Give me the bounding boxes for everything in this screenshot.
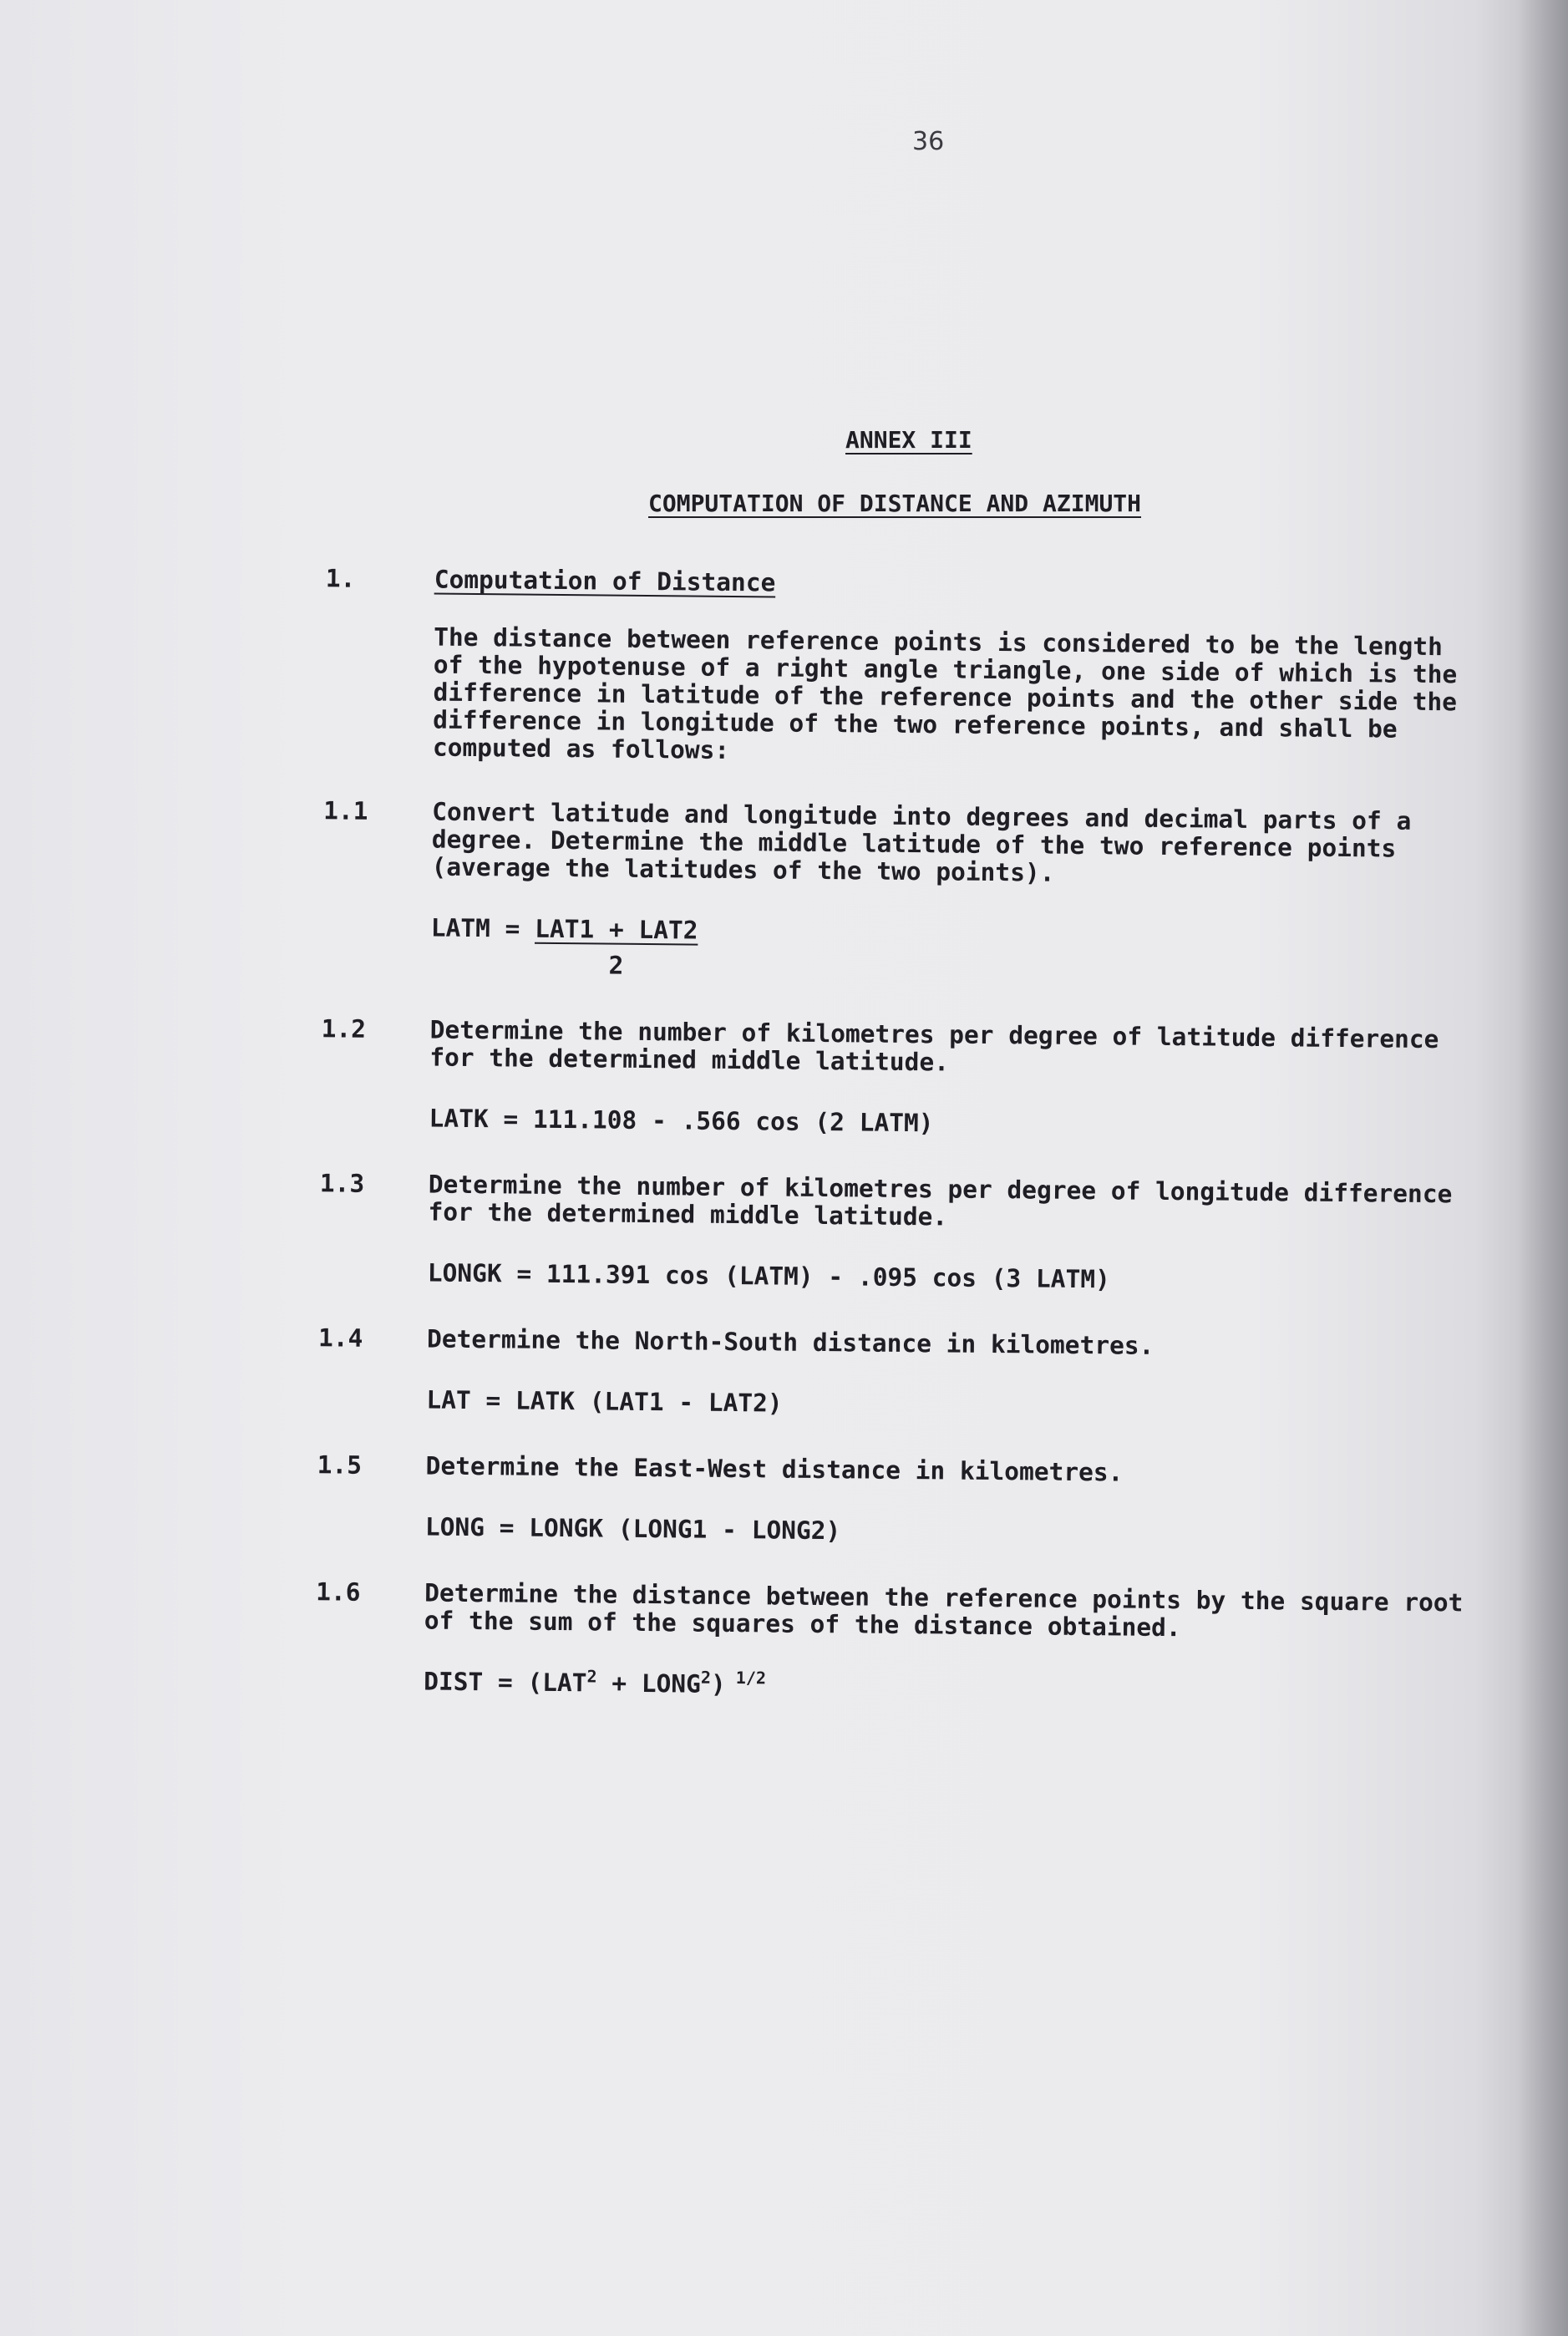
formula-dist-exponent-lat: 2: [586, 1666, 597, 1687]
formula-dist-close: ): [710, 1669, 726, 1699]
step-1-6: [290, 1578, 1469, 1706]
formula-lhs: LATM =: [430, 913, 535, 943]
page-edge-shadow: [1518, 0, 1568, 2336]
formula-latk: LATK = 111.108 - .566 cos (2 LATM): [429, 1104, 934, 1138]
step-text: Determine the number of kilometres per degree of latitude difference for the determined middle latitude.: [429, 1015, 1439, 1077]
section-title: Computation of Distance: [434, 565, 776, 597]
step-1-2: [295, 1015, 1474, 1143]
formula-numerator: LAT1 + LAT2: [534, 914, 698, 945]
annex-title: ANNEX III: [845, 426, 972, 454]
step-text: Convert latitude and longitude into degrees and decimal parts of a degree. Determine the middle latitude of the two reference points (average the latitudes of the two points).: [431, 797, 1412, 887]
step-text: Determine the distance between the reference points by the square root of the sum of the squares of the distance obtained.: [424, 1578, 1464, 1643]
step-number: 1.6: [316, 1577, 361, 1607]
step-text: Determine the East-West distance in kilometres.: [425, 1451, 1124, 1487]
step-1-5: [292, 1451, 1470, 1551]
step-number: 1.3: [319, 1169, 365, 1198]
section-computation-of-distance: [299, 565, 1479, 772]
formula-dist-middle: + LONG: [596, 1668, 702, 1699]
formula-long: LONG = LONGK (LONG1 - LONG2): [424, 1512, 841, 1546]
section-number: 1.: [325, 564, 356, 593]
page-number: 36: [912, 127, 945, 156]
formula-dist: [424, 1668, 1468, 1705]
step-number: 1.2: [321, 1014, 367, 1044]
formula-fraction: [535, 916, 698, 981]
step-text: Determine the number of kilometres per degree of longitude difference for the determined middle latitude.: [428, 1170, 1453, 1231]
formula-denominator: 2: [608, 951, 624, 980]
step-number: 1.1: [323, 796, 368, 825]
document-body: [290, 565, 1479, 1705]
formula-lat: LAT = LATK (LAT1 - LAT2): [426, 1385, 783, 1418]
step-1-1: [297, 797, 1476, 988]
formula-dist-exponent-long: 2: [700, 1667, 712, 1688]
annex-subtitle: COMPUTATION OF DISTANCE AND AZIMUTH: [648, 490, 1142, 517]
formula-latm: [430, 915, 1475, 988]
step-1-3: [294, 1170, 1473, 1297]
step-number: 1.5: [317, 1450, 363, 1480]
formula-longk: LONGK = 111.391 cos (LATM) - .095 cos (3 LATM): [427, 1258, 1110, 1294]
formula-dist-prefix: DIST = (LAT: [424, 1667, 587, 1698]
step-text: Determine the North-South distance in kilometres.: [426, 1324, 1154, 1360]
step-1-4: [292, 1324, 1471, 1424]
step-number: 1.4: [317, 1323, 363, 1353]
section-intro-paragraph: The distance between reference points is considered to be the length of the hypotenuse of a right angle triangle, one side of which is the difference in latitude of the reference points and the other side the difference in longitude of the two reference points, and shall be computed as follows:: [432, 622, 1458, 764]
formula-dist-exponent-root: 1/2: [725, 1667, 767, 1689]
